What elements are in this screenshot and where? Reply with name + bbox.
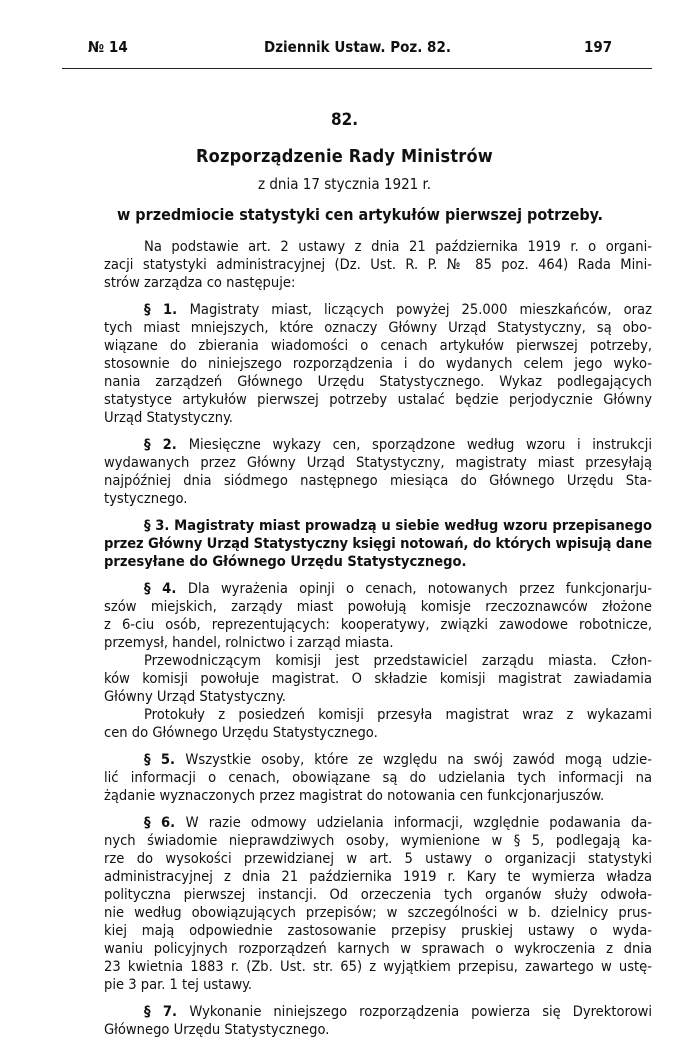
text-line — [104, 670, 652, 688]
line-text: Magistraty miast prowadzą u siebie według wzoru przepisanego — [174, 517, 652, 534]
text-line — [104, 940, 652, 958]
line-text: Dla wyrażenia opinji o cenach, notowanych przez funkcjonarju- — [187, 580, 652, 597]
line-text: żądanie wyznaczonych przez magistrat do notowania cen funkcjonarjuszów. — [104, 787, 605, 804]
text-line — [104, 787, 652, 805]
text-line — [104, 886, 652, 904]
text-line — [104, 688, 652, 706]
line-text: rze do wysokości przewidzianej w art. 5 ustawy o organizacji statystyki — [104, 850, 652, 867]
text-line — [104, 652, 652, 670]
line-text: Wykonanie niniejszego rozporządzenia powierza się Dyrektorowi — [189, 1003, 653, 1020]
document-date: z dnia 17 stycznia 1921 r. — [258, 175, 431, 193]
section-label: § 6. — [144, 814, 186, 831]
page-header — [80, 38, 620, 58]
text-line — [104, 472, 652, 490]
section-label: § 5. — [144, 751, 186, 768]
text-line — [104, 553, 652, 571]
text-line — [104, 337, 652, 355]
journal-reference: Dziennik Ustaw. Poz. 82. — [264, 38, 451, 56]
line-text: tych miast mniejszych, które oznaczy Główny Urząd Statystyczny, są obo- — [104, 319, 652, 336]
line-text: Główny Urząd Statystyczny. — [104, 688, 286, 705]
line-text: cen do Głównego Urzędu Statystycznego. — [104, 724, 378, 741]
text-line — [104, 490, 652, 508]
text-line — [104, 634, 652, 652]
section-label: § 2. — [144, 436, 189, 453]
line-text: z 6-ciu osób, reprezentujących: kooperatywy, związki zawodowe robotnicze, — [104, 616, 652, 633]
line-text: Magistraty miast, liczących powyżej 25.000 mieszkańców, oraz — [189, 301, 652, 318]
line-text: przez Główny Urząd Statystyczny księgi notowań, do których wpisują dane — [104, 535, 652, 552]
position-number: 82. — [330, 110, 359, 130]
text-line — [104, 1021, 652, 1039]
section-2 — [104, 436, 652, 508]
line-text: statystyce artykułów pierwszej potrzeby ustalać będzie perjodycznie Główny — [104, 391, 652, 408]
text-line — [104, 274, 652, 292]
line-text: pie 3 par. 1 tej ustawy. — [104, 976, 253, 993]
text-line — [104, 814, 652, 832]
text-line — [104, 580, 652, 598]
section-5 — [104, 751, 652, 805]
line-text: stosownie do niniejszego rozporządzenia i do wydanych celem jego wyko- — [104, 355, 652, 372]
text-line — [104, 436, 652, 454]
text-line — [104, 769, 652, 787]
text-line — [104, 256, 652, 274]
document-subtitle: w przedmiocie statystyki cen artykułów pierwszej potrzeby. — [116, 205, 604, 224]
section-1 — [104, 301, 652, 427]
line-text: Urząd Statystyczny. — [104, 409, 233, 426]
line-text: Na podstawie art. 2 ustawy z dnia 21 października 1919 r. o organi- — [144, 238, 652, 255]
text-line — [104, 958, 652, 976]
text-line — [104, 535, 652, 553]
line-text: zacji statystyki administracyjnej (Dz. Ust. R. P. № 85 poz. 464) Rada Mini- — [104, 256, 652, 273]
line-text: przesyłane do Głównego Urzędu Statystycznego. — [104, 553, 467, 570]
document-body — [104, 238, 652, 1048]
line-text: kiej mają odpowiednie zastosowanie przepisy pruskiej ustawy o wyda- — [104, 922, 652, 939]
text-line — [104, 868, 652, 886]
text-line — [104, 391, 652, 409]
line-text: wydawanych przez Główny Urząd Statystyczny, magistraty miast przesyłają — [104, 454, 652, 471]
line-text: najpóźniej dnia siódmego następnego miesiąca do Głównego Urzędu Sta- — [104, 472, 652, 489]
line-text: strów zarządza co następuje: — [104, 274, 296, 291]
page-number: 197 — [584, 38, 613, 56]
text-line — [104, 454, 652, 472]
line-text: Miesięczne wykazy cen, sporządzone według wzoru i instrukcji — [188, 436, 652, 453]
section-3 — [104, 517, 652, 571]
line-text: przemysł, handel, rolnictwo i zarząd miasta. — [104, 634, 394, 651]
line-text: W razie odmowy udzielania informacji, względnie podawania da- — [185, 814, 652, 831]
text-line — [104, 751, 652, 769]
section-6 — [104, 814, 652, 994]
text-line — [104, 373, 652, 391]
section-label: § 3. — [144, 517, 175, 534]
line-text: Przewodniczącym komisji jest przedstawiciel zarządu miasta. Człon- — [144, 652, 652, 669]
line-text: Protokuły z posiedzeń komisji przesyła magistrat wraz z wykazami — [144, 706, 652, 723]
text-line — [104, 238, 652, 256]
text-line — [104, 922, 652, 940]
line-text: waniu policyjnych rozporządzeń karnych w sprawach o wykroczenia z dnia — [104, 940, 652, 957]
preamble — [104, 238, 652, 292]
section-label: § 7. — [144, 1003, 190, 1020]
line-text: 23 kwietnia 1883 r. (Zb. Ust. str. 65) z wyjątkiem przepisu, zawartego w ustę- — [104, 958, 652, 975]
line-text: nych świadomie nieprawdziwych osoby, wymienione w § 5, podlegają ka- — [104, 832, 652, 849]
line-text: tystycznego. — [104, 490, 188, 507]
line-text: ków komisji powołuje magistrat. O składzie komisji magistrat zawiadamia — [104, 670, 652, 687]
text-line — [104, 706, 652, 724]
text-line — [104, 409, 652, 427]
document-title: Rozporządzenie Rady Ministrów — [196, 146, 493, 167]
line-text: wiązane do zbierania wiadomości o cenach artykułów pierwszej potrzeby, — [104, 337, 652, 354]
text-line — [104, 904, 652, 922]
text-line — [104, 517, 652, 535]
line-text: administracyjnej z dnia 21 października 1919 r. Kary te wymierza władza — [104, 868, 652, 885]
section-label: § 1. — [144, 301, 190, 318]
text-line — [104, 1003, 652, 1021]
text-line — [104, 301, 652, 319]
line-text: Wszystkie osoby, które ze względu na swój zawód mogą udzie- — [185, 751, 652, 768]
text-line — [104, 850, 652, 868]
line-text: nie według obowiązujących przepisów; w szczególności w b. dzielnicy prus- — [104, 904, 652, 921]
text-line — [104, 832, 652, 850]
header-rule — [62, 68, 652, 69]
line-text: szów miejskich, zarządy miast powołują komisje rzeczoznawców złożone — [104, 598, 652, 615]
line-text: nania zarządzeń Głównego Urzędu Statystycznego. Wykaz podlegających — [104, 373, 652, 390]
line-text: Głównego Urzędu Statystycznego. — [104, 1021, 330, 1038]
line-text: polityczna pierwszej instancji. Od orzeczenia tych organów służy odwoła- — [104, 886, 652, 903]
section-7 — [104, 1003, 652, 1039]
text-line — [104, 319, 652, 337]
text-line — [104, 598, 652, 616]
issue-number: № 14 — [88, 38, 128, 56]
text-line — [104, 976, 652, 994]
text-line — [104, 616, 652, 634]
section-label: § 4. — [144, 580, 188, 597]
text-line — [104, 724, 652, 742]
line-text: lić informacji o cenach, obowiązane są do udzielania tych informacji na — [104, 769, 652, 786]
text-line — [104, 355, 652, 373]
section-4 — [104, 580, 652, 742]
